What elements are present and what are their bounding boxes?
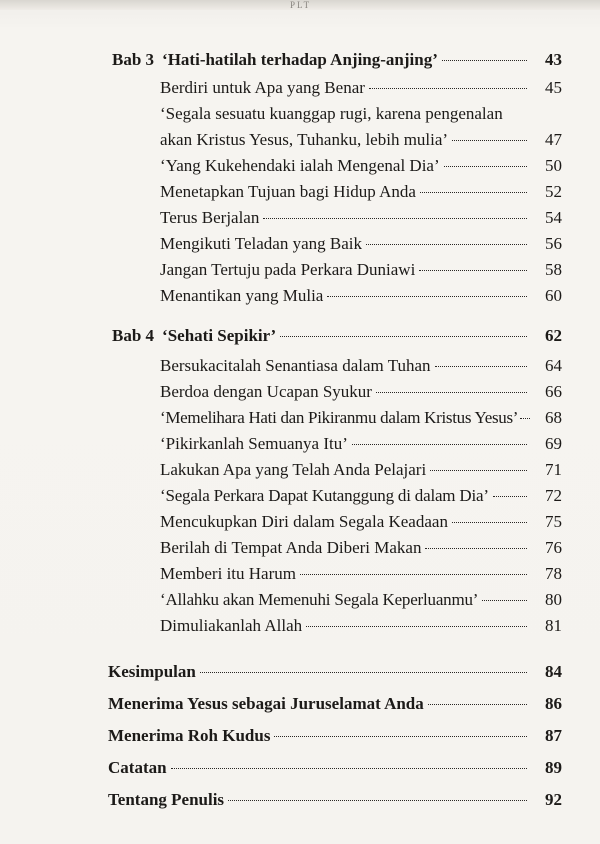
page-number: 80: [545, 590, 562, 609]
entry-title: Terus Berjalan: [160, 208, 260, 227]
entry-title: Berdiri untuk Apa yang Benar: [160, 78, 365, 97]
dot-leader: [452, 521, 527, 523]
entry-title: Kesimpulan: [108, 662, 196, 681]
page-number: 81: [545, 616, 562, 635]
entry-title-line1: ‘Segala sesuatu kuanggap rugi, karena pengenalan: [160, 104, 503, 123]
entry-title: Tentang Penulis: [108, 790, 225, 809]
toc-entry[interactable]: [160, 408, 562, 428]
dot-leader: [274, 735, 527, 737]
chapter-title: ‘Hati-hatilah terhadap Anjing-anjing’: [162, 50, 438, 69]
entry-title: Menetapkan Tujuan bagi Hidup Anda: [160, 182, 416, 201]
dot-leader: [428, 703, 527, 705]
page-number: 87: [545, 726, 562, 745]
page-number: 89: [545, 758, 562, 777]
header-mark: PLT: [290, 0, 312, 10]
toc-entry-menerima-roh-kudus[interactable]: [108, 726, 562, 746]
entry-title: Bersukacitalah Senantiasa dalam Tuhan: [160, 356, 431, 375]
toc-entry[interactable]: [160, 208, 562, 228]
dot-leader: [419, 269, 527, 271]
chapter-heading-bab-4[interactable]: [112, 326, 562, 346]
entry-title: akan Kristus Yesus, Tuhanku, lebih mulia’: [160, 130, 449, 149]
dot-leader: [452, 139, 527, 141]
page-number: 64: [545, 356, 562, 375]
entry-title: Menantikan yang Mulia: [160, 286, 324, 305]
page-number: 52: [545, 182, 562, 201]
toc-entry[interactable]: [160, 234, 562, 254]
dot-leader: [520, 417, 530, 419]
dot-leader: [263, 217, 527, 219]
page-number: 76: [545, 538, 562, 557]
entry-title: ‘Segala Perkara Dapat Kutanggung di dalam Dia’: [160, 486, 489, 505]
dot-leader: [280, 335, 527, 337]
dot-leader: [430, 469, 527, 471]
dot-leader: [327, 295, 527, 297]
page-number: 62: [545, 326, 562, 345]
entry-title: Lakukan Apa yang Telah Anda Pelajari: [160, 460, 427, 479]
page-number: 54: [545, 208, 562, 227]
page-number: 92: [545, 790, 562, 809]
toc-entry[interactable]: [160, 182, 562, 202]
entry-title: Jangan Tertuju pada Perkara Duniawi: [160, 260, 416, 279]
entry-title: Catatan: [108, 758, 167, 777]
dot-leader: [444, 165, 527, 167]
toc-entry[interactable]: [160, 538, 562, 558]
toc-entry[interactable]: [160, 130, 562, 150]
dot-leader: [482, 599, 527, 601]
dot-leader: [369, 87, 527, 89]
page-number: 68: [545, 408, 562, 427]
toc-entry-tentang-penulis[interactable]: [108, 790, 562, 810]
chapter-label: Bab 3: [112, 50, 155, 69]
toc-entry[interactable]: [160, 564, 562, 584]
dot-leader: [442, 59, 527, 61]
dot-leader: [300, 573, 527, 575]
entry-title: Menerima Yesus sebagai Juruselamat Anda: [108, 694, 424, 713]
dot-leader: [420, 191, 527, 193]
dot-leader: [425, 547, 527, 549]
page-number: 50: [545, 156, 562, 175]
entry-title: Menerima Roh Kudus: [108, 726, 271, 745]
entry-title: Dimuliakanlah Allah: [160, 616, 303, 635]
chapter-heading-bab-3[interactable]: [112, 50, 562, 70]
page-number: 69: [545, 434, 562, 453]
toc-entry[interactable]: [160, 616, 562, 636]
toc-entry-catatan[interactable]: [108, 758, 562, 778]
entry-title: Mencukupkan Diri dalam Segala Keadaan: [160, 512, 448, 531]
page-number: 86: [545, 694, 562, 713]
dot-leader: [352, 443, 527, 445]
page-number: 71: [545, 460, 562, 479]
dot-leader: [200, 671, 527, 673]
dot-leader: [493, 495, 527, 497]
page-number: 72: [545, 486, 562, 505]
page-number: 84: [545, 662, 562, 681]
chapter-label: Bab 4: [112, 326, 155, 345]
entry-title: Mengikuti Teladan yang Baik: [160, 234, 362, 253]
dot-leader: [435, 365, 527, 367]
dot-leader: [306, 625, 527, 627]
toc-entry[interactable]: [160, 286, 562, 306]
entry-title: Memberi itu Harum: [160, 564, 296, 583]
dot-leader: [376, 391, 527, 393]
page-number: 58: [545, 260, 562, 279]
toc-entry[interactable]: [160, 486, 562, 506]
toc-entry-kesimpulan[interactable]: [108, 662, 562, 682]
page-number: 66: [545, 382, 562, 401]
entry-title: ‘Allahku akan Memenuhi Segala Keperluanmu’: [160, 590, 479, 609]
toc-entry-menerima-yesus[interactable]: [108, 694, 562, 714]
toc-entry[interactable]: [160, 460, 562, 480]
entry-title: ‘Memelihara Hati dan Pikiranmu dalam Kristus Yesus’: [160, 408, 519, 427]
entry-title: Berdoa dengan Ucapan Syukur: [160, 382, 372, 401]
dot-leader: [228, 799, 527, 801]
toc-entry[interactable]: [160, 512, 562, 532]
dot-leader: [366, 243, 527, 245]
page-number: 56: [545, 234, 562, 253]
toc-entry[interactable]: [160, 434, 562, 454]
page-number: 75: [545, 512, 562, 531]
chapter-title: ‘Sehati Sepikir’: [162, 326, 277, 345]
page-number: 43: [545, 50, 562, 69]
entry-title: ‘Pikirkanlah Semuanya Itu’: [160, 434, 348, 453]
page-number: 78: [545, 564, 562, 583]
toc-entry[interactable]: [160, 78, 562, 98]
toc-entry[interactable]: [160, 590, 562, 610]
page-number: 60: [545, 286, 562, 305]
page-number: 47: [545, 130, 562, 149]
dot-leader: [171, 767, 527, 769]
toc-entry[interactable]: [160, 260, 562, 280]
toc-entry[interactable]: [160, 156, 562, 176]
toc-entry[interactable]: [160, 356, 562, 376]
toc-entry[interactable]: [160, 382, 562, 402]
entry-title: ‘Yang Kukehendaki ialah Mengenal Dia’: [160, 156, 440, 175]
page-number: 45: [545, 78, 562, 97]
entry-title: Berilah di Tempat Anda Diberi Makan: [160, 538, 422, 557]
